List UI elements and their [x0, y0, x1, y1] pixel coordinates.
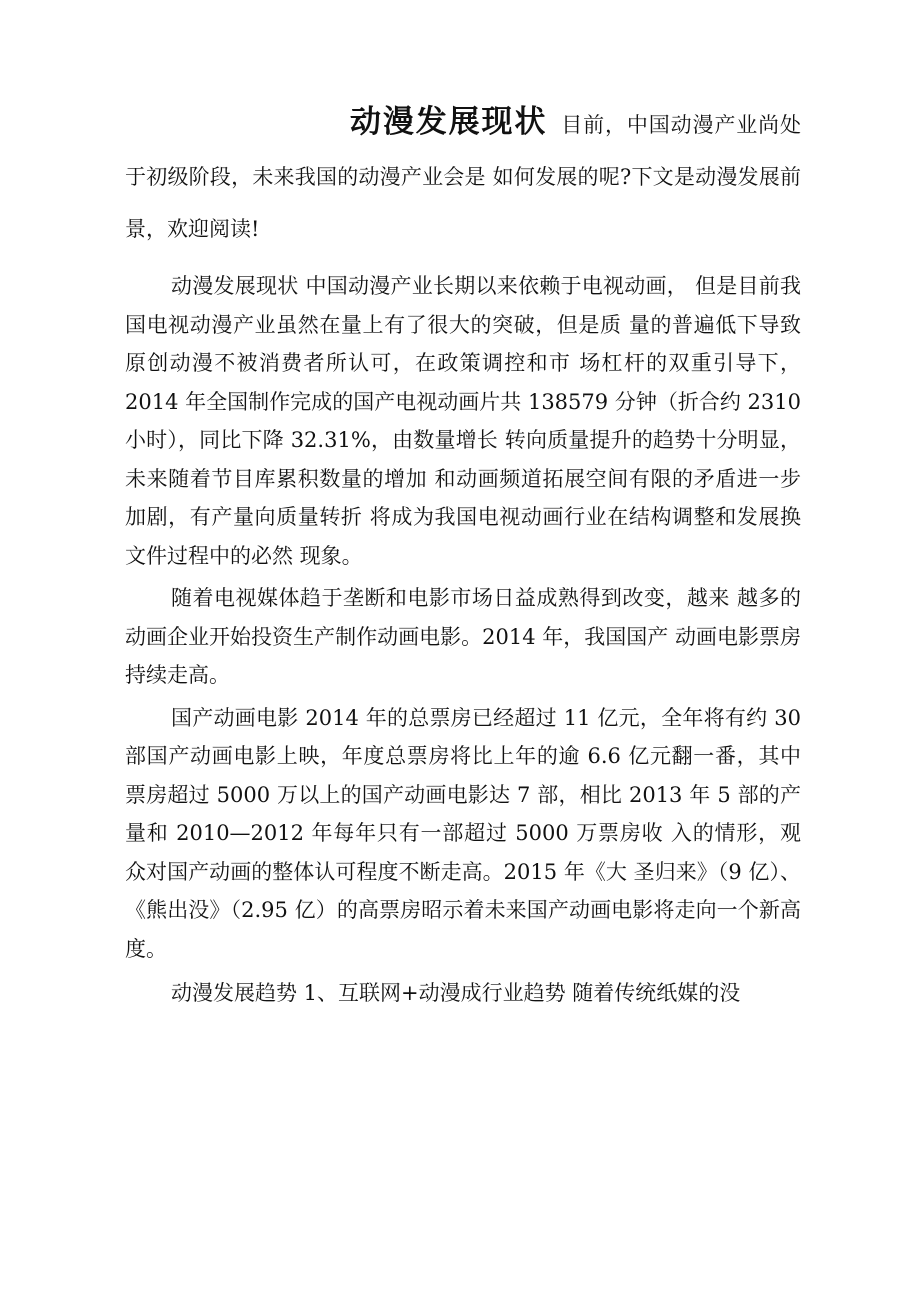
paragraph-trends: 动漫发展趋势 1、互联网+动漫成行业趋势 随着传统纸媒的没	[171, 981, 741, 1005]
intro-block	[125, 96, 801, 255]
paragraph-box-office: 国产动画电影 2014 年的总票房已经超过 11 亿元，全年将有约 30 部国产动画电影上映，年度总票房将比上年的逾 6.6 亿元翻一番，其中票房超过 5000 万以上的国产动画电影达 7 部，相比 2013 年 5 部的产量和 2010—2012 年每年只有一部超过 5000 万票房收 入的情形，观众对国产动画的整体认可程度不断走高。2015 年《大 圣归来》（9 亿）、《熊出没》（2.95 亿）的高票房昭示着未来国产动画电影将走向一个新高度。	[125, 705, 801, 961]
paragraph-animated-films: 随着电视媒体趋于垄断和电影市场日益成熟得到改变，越来 越多的动画企业开始投资生产制作动画电影。2014 年，我国国产 动画电影票房持续走高。	[125, 586, 801, 687]
paragraph-current-status: 动漫发展现状 中国动漫产业长期以来依赖于电视动画， 但是目前我国电视动漫产业虽然在量上有了很大的突破，但是质 量的普遍低下导致原创动漫不被消费者所认可，在政策调控和市 场杠杆的双重引导下，2014 年全国制作完成的国产电视动画片共 138579 分钟（折合约 2310 小时），同比下降 32.31%，由数量增长 转向质量提升的趋势十分明显，未来随着节目库累积数量的增加 和动画频道拓展空间有限的矛盾进一步加剧，有产量向质量转折 将成为我国电视动画行业在结构调整和发展换文件过程中的必然 现象。	[125, 274, 801, 568]
intro-text: 目前，中国动漫产业尚处于初级阶段，未来我国的动漫产业会是 如何发展的呢?下文是动漫发展前景，欢迎阅读!	[125, 113, 801, 241]
document-title: 动漫发展现状	[350, 104, 548, 140]
document-body	[125, 96, 801, 1013]
